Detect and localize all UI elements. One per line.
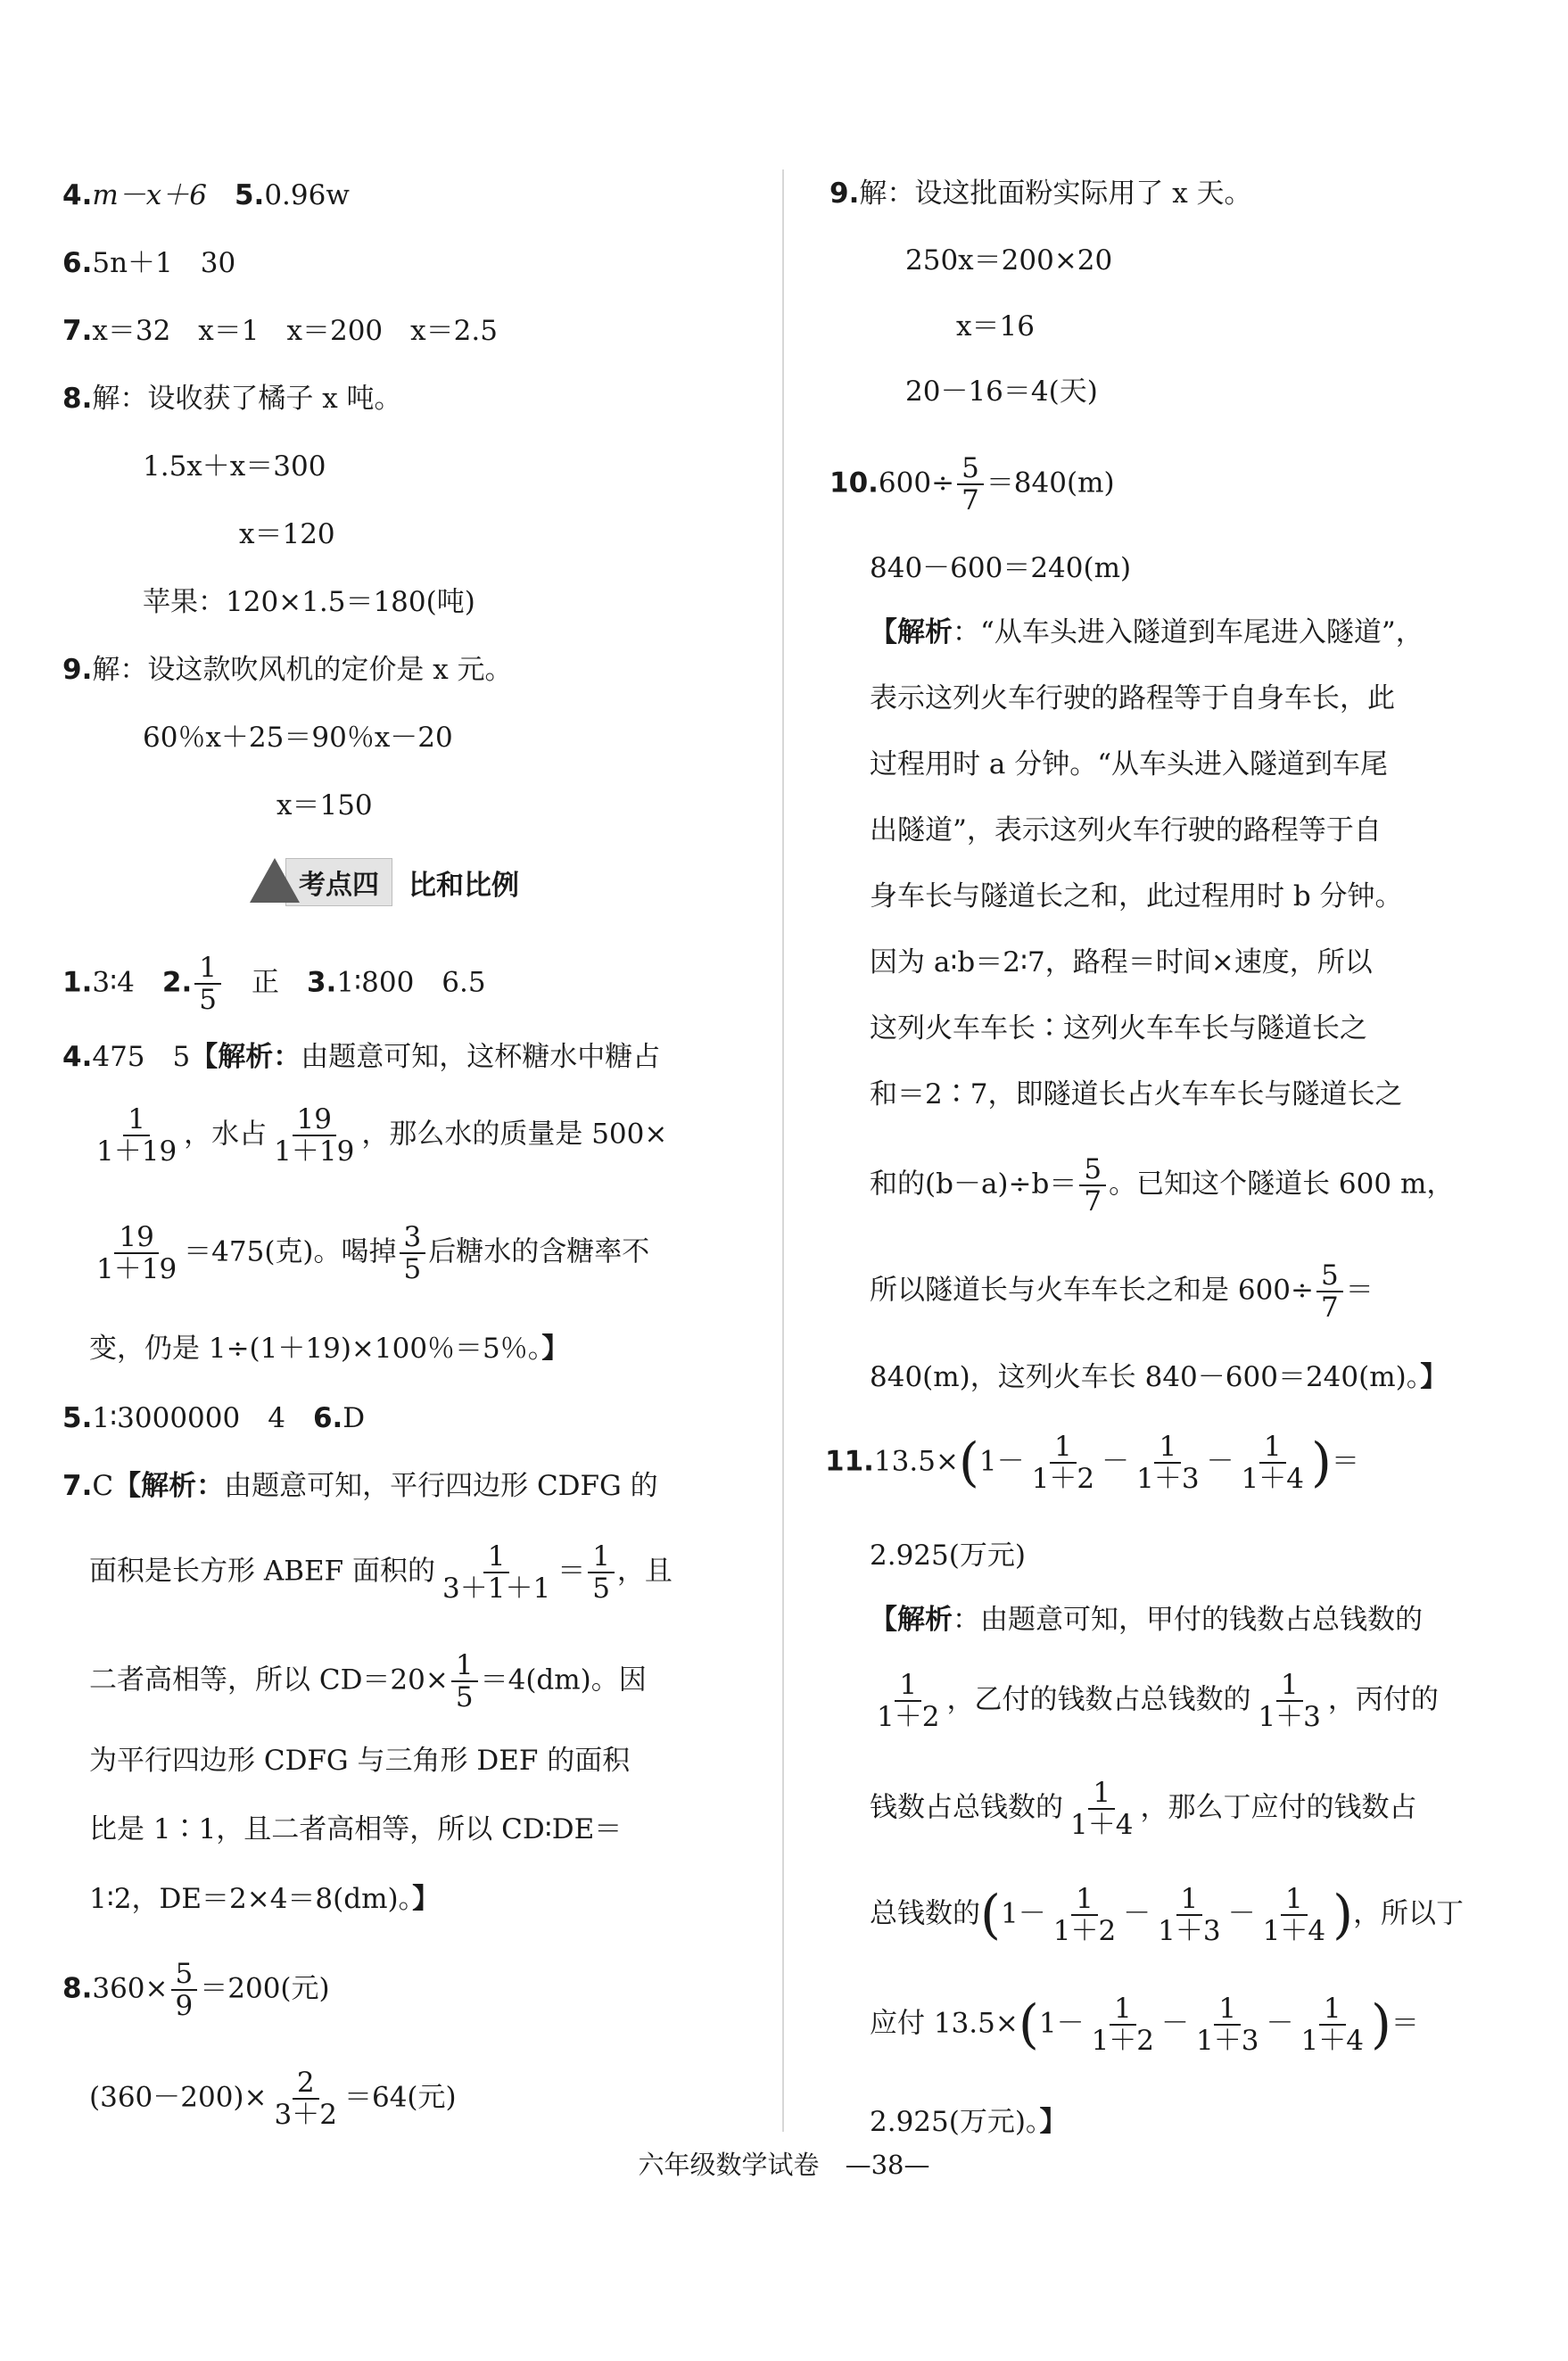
answer-8-eq1: 1.5x＋x＝300 xyxy=(143,450,326,483)
section-triangle-icon xyxy=(250,858,300,903)
right-answer-9-eq3: 20－16＝4(天) xyxy=(905,376,1098,408)
right-answer-10-expl8: 和＝2∶7，即隧道长占火车车长与隧道长之 xyxy=(870,1078,1403,1110)
right-answer-11-expl3: 钱数占总钱数的 $\frac{1}{1+4}$ ，那么丁应付的钱数占 xyxy=(870,1777,1417,1842)
page-number: —38— xyxy=(845,2150,930,2180)
ratio-answer-4-line4: 变，仍是 1÷(1＋19)×100％＝5％。】 xyxy=(89,1333,570,1365)
fraction: $\frac{1}{5}$ xyxy=(194,953,221,1015)
right-answer-10-expl5: 身车长与隧道长之和，此过程用时 b 分钟。 xyxy=(870,880,1403,912)
column-divider xyxy=(782,169,784,2132)
right-answer-10-expl3: 过程用时 a 分钟。“从车头进入隧道到车尾 xyxy=(870,748,1389,780)
ratio-answer-8: 8.360× $\frac{5}{9}$ ＝200(元) xyxy=(62,1958,330,2023)
right-answer-10-expl2: 表示这列火车行驶的路程等于自身车长，此 xyxy=(870,682,1395,714)
ratio-answer-4-line3: $\frac{19}{1+19}$ ＝475(克)。喝掉 $\frac{3}{5}$ 后糖水的含糖率不 xyxy=(96,1221,650,1286)
section-label: 考点四 xyxy=(285,858,392,906)
ratio-answer-4-line2: $\frac{1}{1+19}$ ，水占 $\frac{19}{1+19}$ ，那么水的质量是 500× xyxy=(96,1103,668,1168)
right-answer-11-expl4: 总钱数的(1－ $\frac{1}{1+2}$ － $\frac{1}{1+3}$ － $\frac{1}{1+4}$ )，所以丁 xyxy=(870,1883,1465,1948)
right-answer-11-expl6: 2.925(万元)。】 xyxy=(870,2106,1068,2138)
ratio-answer-7: 7.C【解析：由题意可知，平行四边形 CDFG 的 xyxy=(62,1470,658,1502)
answer-6: 6.5n＋1 30 xyxy=(62,247,236,279)
answer-9-eq1: 60％x＋25＝90％x－20 xyxy=(143,722,453,754)
right-answer-10-expl4: 出隧道”，表示这列火车行驶的路程等于自 xyxy=(870,814,1382,846)
right-answer-10-expl11: 840(m)，这列火车长 840－600＝240(m)。】 xyxy=(870,1361,1448,1393)
right-answer-10-expl1: 【解析：“从车头进入隧道到车尾进入隧道”， xyxy=(870,616,1424,648)
answer-9: 9.解：设这款吹风机的定价是 x 元。 xyxy=(62,654,513,686)
right-answer-10-expl9: 和的(b－a)÷b＝ $\frac{5}{7}$ 。已知这个隧道长 600 m， xyxy=(870,1153,1455,1218)
answer-4-5: 4.m－x＋6 5.0.96w xyxy=(62,179,350,211)
right-answer-11: 11.13.5×(1－ $\frac{1}{1+2}$ － $\frac{1}{1+3}$ － $\frac{1}{1+4}$ )＝ xyxy=(825,1431,1359,1496)
ratio-answer-7-line5: 比是 1∶1，且二者高相等，所以 CD∶DE＝ xyxy=(89,1813,623,1845)
section-title: 比和比例 xyxy=(409,869,519,902)
ratio-answer-7-line3: 二者高相等，所以 CD＝20× $\frac{1}{5}$ ＝4(dm)。因 xyxy=(89,1649,647,1714)
page-footer xyxy=(0,2145,1568,2182)
ratio-answer-4: 4.475 5【解析：由题意可知，这杯糖水中糖占 xyxy=(62,1041,661,1073)
right-answer-11-expl2: $\frac{1}{1+2}$ ，乙付的钱数占总钱数的 $\frac{1}{1+3}$ ，丙付的 xyxy=(877,1669,1439,1734)
right-answer-10-expl7: 这列火车车长∶这列火车车长与隧道长之 xyxy=(870,1012,1367,1044)
answer-9-eq2: x＝150 xyxy=(276,789,373,821)
right-answer-9: 9.解：设这批面粉实际用了 x 天。 xyxy=(829,177,1252,210)
answer-8-eq3: 苹果：120×1.5＝180(吨) xyxy=(143,586,475,618)
ratio-answer-7-line6: 1∶2，DE＝2×4＝8(dm)。】 xyxy=(89,1883,441,1915)
ratio-answers-5-6: 5.1∶3000000 4 6.D xyxy=(62,1402,366,1434)
ratio-answer-7-line2: 面积是长方形 ABEF 面积的 $\frac{1}{3+1+1}$ ＝ $\frac{1}{5}$ ，且 xyxy=(89,1540,673,1606)
right-answer-10-eq2: 840－600＝240(m) xyxy=(870,552,1132,584)
answer-8: 8.解：设收获了橘子 x 吨。 xyxy=(62,383,402,415)
section-header xyxy=(250,856,519,908)
right-answer-10-expl10: 所以隧道长与火车车长之和是 600÷ $\frac{5}{7}$ ＝ xyxy=(870,1259,1374,1325)
right-answer-9-eq2: x＝16 xyxy=(956,310,1035,343)
ratio-answer-8-line2: (360－200)× $\frac{2}{3+2}$ ＝64(元) xyxy=(89,2067,457,2132)
right-answer-9-eq1: 250x＝200×20 xyxy=(905,244,1113,277)
right-answer-10: 10.600÷ $\frac{5}{7}$ ＝840(m) xyxy=(829,452,1115,517)
footer-subject: 六年级数学试卷 xyxy=(638,2150,820,2180)
ratio-answers-1-3: 1.3∶4 2. $\frac{1}{5}$ 正 3.1∶800 6.5 xyxy=(62,952,486,1017)
right-answer-11-expl1: 【解析：由题意可知，甲付的钱数占总钱数的 xyxy=(870,1604,1423,1636)
right-answer-10-expl6: 因为 a∶b＝2∶7，路程＝时间×速度，所以 xyxy=(870,946,1373,978)
ratio-answer-7-line4: 为平行四边形 CDFG 与三角形 DEF 的面积 xyxy=(89,1745,631,1777)
right-answer-11-expl5: 应付 13.5×(1－ $\frac{1}{1+2}$ － $\frac{1}{1+3}$ － $\frac{1}{1+4}$ )＝ xyxy=(870,1993,1419,2058)
right-answer-11-result: 2.925(万元) xyxy=(870,1540,1026,1572)
answer-8-eq2: x＝120 xyxy=(239,518,335,550)
answer-7: 7.x＝32 x＝1 x＝200 x＝2.5 xyxy=(62,315,498,347)
